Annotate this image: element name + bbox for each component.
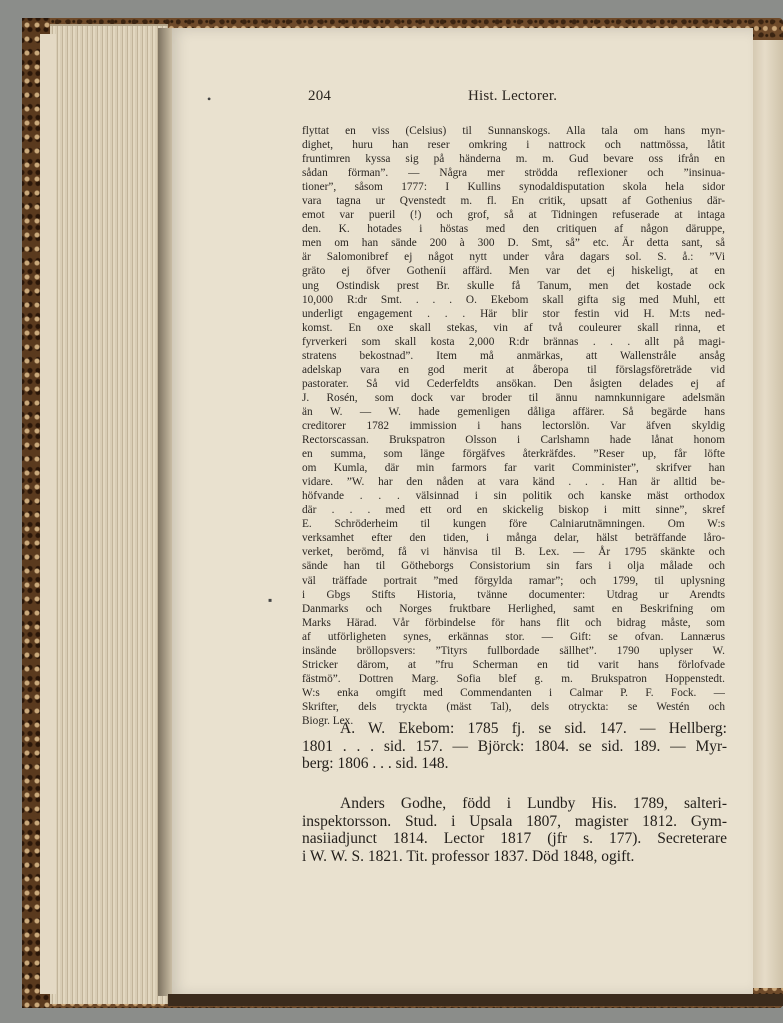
text-line: W:s enka omgift med Commendanten i Calmar P. F. Fock. —: [302, 686, 725, 699]
text-line: Biogr. Lex.: [302, 714, 354, 727]
text-line: emot var pueril (!) och grof, så at Tidningen refuserade at intaga: [302, 209, 725, 222]
ink-speck: ▪: [268, 593, 273, 607]
text-line: där . . . med ett ord en skickelig biskop i mitt sinne”, skref: [302, 504, 725, 517]
text-line: ung Ostindisk prest Br. skulle få Tanum, men det kostade ock: [302, 279, 725, 292]
entry-line: berg: 1806 . . . sid. 148.: [302, 755, 449, 772]
text-line: af utförligheten synes, erkännas stor. — Gift: se ofvan. Lannærus: [302, 630, 725, 643]
text-line: Skrifter, dels tryckta (mäst Tal), dels otryckta: se Westén och: [302, 700, 725, 713]
entry-line: A. W. Ekebom: 1785 fj. se sid. 147. — Hellberg:: [340, 720, 727, 737]
text-line: sådan förman”. — Några mer strödda reflexioner och ”insinua-: [302, 167, 725, 180]
entry-ekebom: [302, 720, 727, 773]
text-line: om Kumla, där min farmors far varit Comminister”, skrifver han: [302, 462, 725, 475]
text-line: verket, berömd, få vi hänvisa til B. Lex. — År 1795 skänkte och: [302, 546, 725, 559]
text-line: sände han til Götheborgs Consistorium sin fars i olja målade och: [302, 560, 725, 573]
text-line: adelskap vara en god merit at åberopa til förslagsföreträde vid: [302, 363, 725, 376]
entry-line: 1801 . . . sid. 157. — Björck: 1804. se sid. 189. — Myr-: [302, 737, 727, 755]
text-line: än W. — W. hade gemenligen dåliga affärer. Så begärde hans: [302, 405, 725, 418]
entry-line: inspektorsson. Stud. i Upsala 1807, magister 1812. Gym-: [302, 812, 727, 830]
text-line: tioner”, såsom 1777: I Kullins synodaldisputation skola hela sidor: [302, 181, 725, 194]
text-line: en summa, som länge förgäfves återkräfdes. ”Reser up, får löfte: [302, 448, 725, 461]
bottom-cover-edge: [168, 994, 783, 1006]
text-line: väl träffade portrait ”med förgylda ramar”; och 1799, til uplysning: [302, 574, 725, 587]
text-line: Stricker därom, at ”fru Scherman en tid varit hans förlofvade: [302, 658, 725, 671]
text-line: Rectorscassan. Brukspatron Olsson i Carlshamn hade lånat honom: [302, 434, 725, 447]
text-line: är Salomonibref ej något nytt under våra dagars sol. S. å.: ”Vi: [302, 251, 725, 264]
right-page-stack: [753, 40, 783, 988]
text-line: E. Schröderheim til kungen före Calniarutnämningen. Om W:s: [302, 518, 725, 531]
text-line: verksamhet efter den tiden, i många delar, hälst beträffande låro-: [302, 532, 725, 545]
text-line: fruntimren kyssa sig på händerna m. m. Gud bevare oss ifrån en: [302, 153, 725, 166]
entry-line: Anders Godhe, född i Lundby His. 1789, salteri-: [340, 795, 727, 812]
text-line: gräto ej öfver Gotheníi affärd. Men var det ej hiskeligt, at en: [302, 265, 725, 278]
text-line: höfvande . . . välsinnad i sin politik och kanske mäst orthodox: [302, 490, 725, 503]
page-number: 204: [308, 88, 332, 104]
text-line: Danmarks och Norges fruktbare Herlighed, samt en Beskrifning om: [302, 602, 725, 615]
text-line: dighet, huru han reser omkring i nattrock och nattmössa, låtit: [302, 139, 725, 152]
text-line: fästmö”. Dottren Marg. Sofia blef g. m. Brukspatron Hoppenstedt.: [302, 672, 725, 685]
text-line: vara tagna ur Qvenstedt m. fl. En critik, upsatt af Gothenius där-: [302, 195, 725, 208]
entry-godhe: [302, 795, 727, 865]
text-line: fyrverkeri som skall kosta 2,000 R:dr brännas . . . allt på magi-: [302, 335, 725, 348]
text-line: flyttat en viss (Celsius) til Sunnanskogs. Alla tala om hans myn-: [302, 125, 725, 137]
entry-line: nasiiadjunct 1814. Lector 1817 (jfr s. 177). Secreterare: [302, 830, 727, 847]
gutter-shadow: [158, 28, 172, 996]
text-line: underligt engagement . . . Här blir stor festin vid H. M:ts ned-: [302, 307, 725, 320]
text-line: J. Rosén, som dock var broder til ännu namnkunnigare adelsmän: [302, 391, 725, 404]
endpaper: [40, 34, 56, 994]
text-line: pastorater. Så vid Cederfeldts ansökan. Den åsigten delades ej af: [302, 377, 725, 390]
body-paragraph: [302, 124, 725, 728]
text-line: creditorer 1782 immission i hans lectorslön. Var äfven skyldig: [302, 419, 725, 432]
text-line: stratens bekostnad”. Item må anmärkas, att Wallenstråle ansåg: [302, 349, 725, 362]
text-line: vidare. ”W. har den nåden at vara känd . . . Han är alltid be-: [302, 476, 725, 489]
text-line: 10,000 R:dr Smt. . . . O. Ekebom skall gifta sig med Muhl, ett: [302, 293, 725, 306]
text-line: Marks Härad. Vår förbindelse för hans flit och bidrag måste, som: [302, 616, 725, 629]
text-line: i Gbgs Stifts Historia, tvänne documenter: Utdrag ur Arendts: [302, 588, 725, 601]
text-line: men om han sände 200 à 300 D. Smt, så” etc. Är detta sant, så: [302, 237, 725, 250]
text-line: insände bröllopsvers: ”Tityrs fullbordade sällhet”. 1790 uplyser W.: [302, 644, 725, 657]
running-title: Hist. Lectorer.: [468, 88, 558, 104]
text-line: komst. En oxe skall stekas, vin af två couleurer skall rinna, et: [302, 321, 725, 334]
entry-line: i W. W. S. 1821. Tit. professor 1837. Död 1848, ogift.: [302, 847, 635, 865]
text-line: den. K. hotades i höstas med den critiquen af någon däruppe,: [302, 223, 725, 236]
ink-speck: •: [207, 92, 212, 106]
page-edges: [50, 24, 168, 1004]
